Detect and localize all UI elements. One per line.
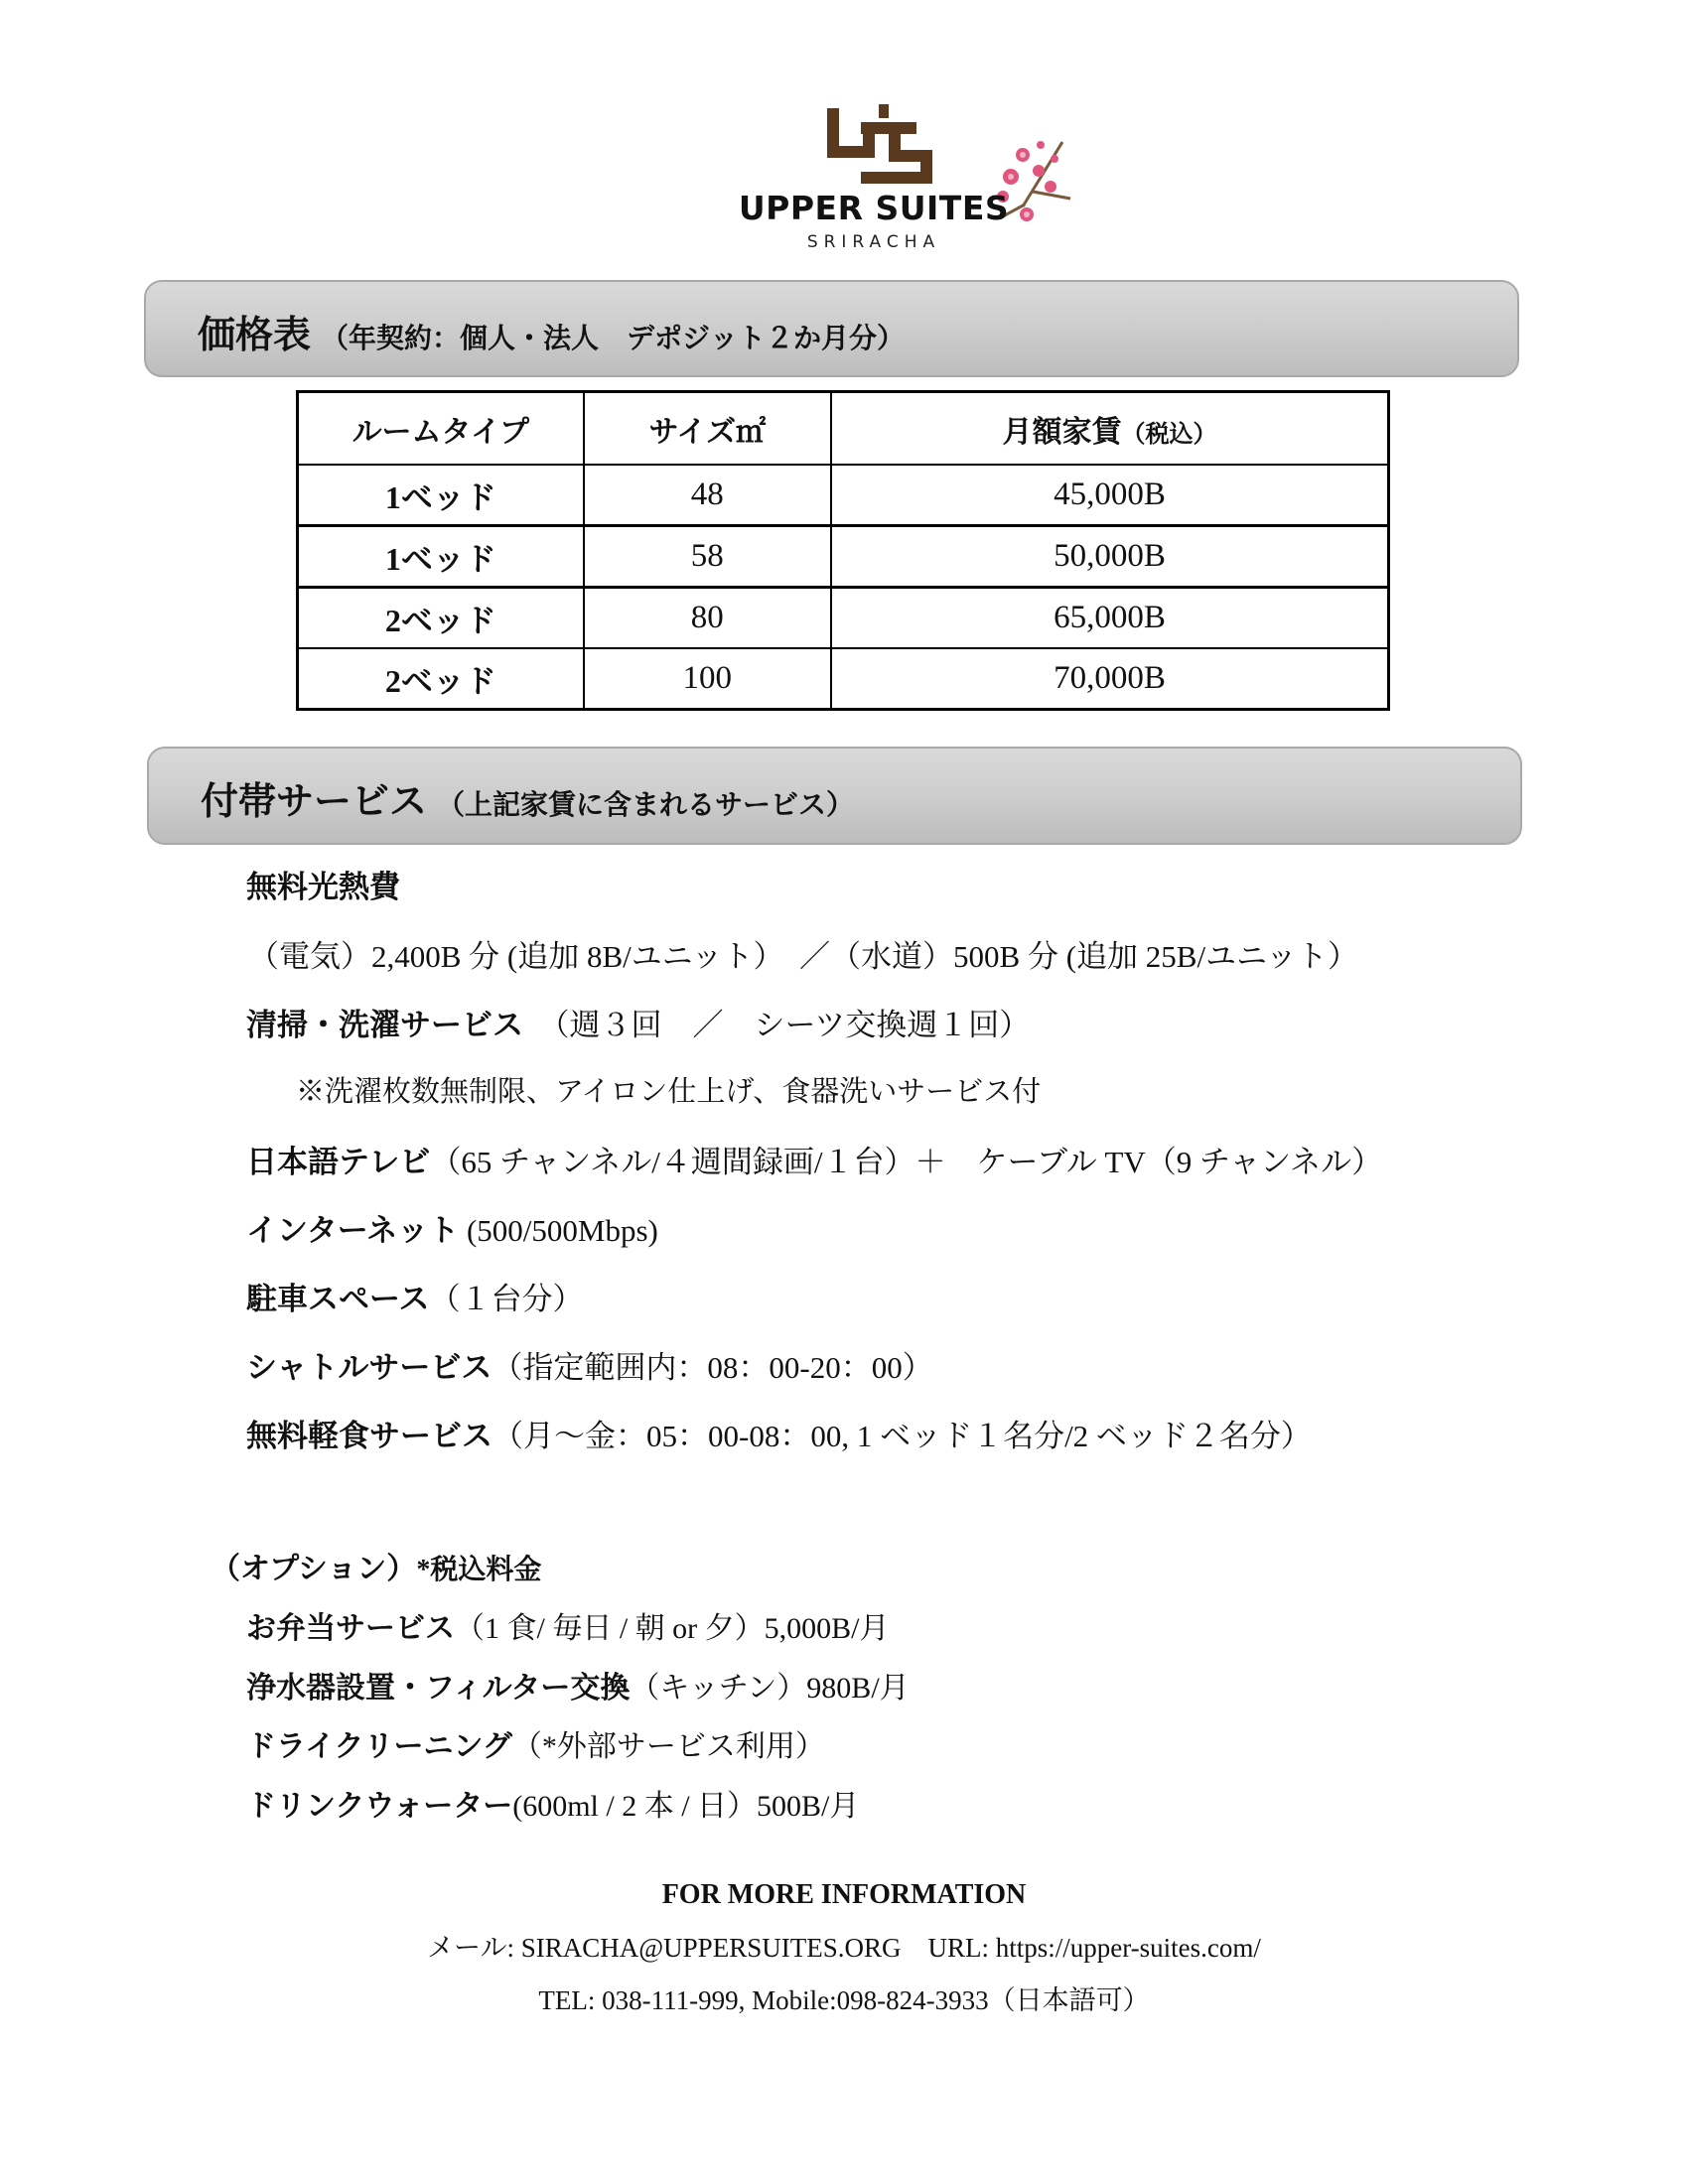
service-cleaning-detail: （週３回 ／ シーツ交換週１回） bbox=[523, 1008, 1031, 1042]
service-tv-title: 日本語テレビ bbox=[246, 1145, 431, 1179]
service-meal-title: 無料軽食サービス bbox=[246, 1419, 492, 1453]
brand-location: SRIRACHA bbox=[806, 232, 941, 252]
option-title: 浄水器設置・フィルター交換 bbox=[246, 1672, 631, 1705]
service-meal bbox=[246, 1411, 1312, 1455]
col-rent-note: （税込） bbox=[1121, 421, 1217, 448]
table-row bbox=[298, 465, 1389, 526]
room-size: 100 bbox=[584, 648, 831, 710]
room-rent: 65,000B bbox=[831, 588, 1389, 649]
option-detail: （キッチン）980B/月 bbox=[630, 1672, 910, 1705]
service-shuttle-title: シャトルサービス bbox=[246, 1350, 492, 1385]
room-rent: 50,000B bbox=[831, 526, 1389, 588]
option-detail: （*外部サービス利用） bbox=[511, 1730, 825, 1763]
service-shuttle bbox=[246, 1342, 933, 1387]
contact-phone: TEL: 038-111-999, Mobile:098-824-3933（日本語可） bbox=[538, 1985, 1150, 2015]
col-rent bbox=[831, 392, 1389, 466]
col-size: サイズ㎡ bbox=[584, 392, 831, 466]
room-type: 2ベッド bbox=[298, 648, 584, 710]
pricing-section-header bbox=[144, 280, 1519, 377]
service-cleaning-title: 清掃・洗濯サービス bbox=[246, 1008, 523, 1042]
room-rent: 70,000B bbox=[831, 648, 1389, 710]
contact-email-url bbox=[0, 1926, 1688, 1965]
url-link[interactable]: https://upper-suites.com/ bbox=[995, 1933, 1261, 1963]
email-link[interactable]: SIRACHA@UPPERSUITES.ORG bbox=[520, 1933, 902, 1963]
service-cleaning bbox=[246, 1000, 1030, 1044]
option-title: ドライクリーニング bbox=[246, 1730, 512, 1763]
option-item bbox=[246, 1781, 859, 1825]
room-type: 1ベッド bbox=[298, 465, 584, 526]
url-label: URL: bbox=[901, 1933, 996, 1963]
option-item bbox=[246, 1663, 910, 1706]
service-cleaning-note: ※洗濯枚数無制限、アイロン仕上げ、食器洗いサービス付 bbox=[296, 1076, 1042, 1108]
services-subheading: （上記家賃に含まれるサービス） bbox=[437, 788, 855, 821]
email-label: メール: bbox=[427, 1933, 521, 1963]
option-item bbox=[246, 1721, 825, 1765]
services-section-header bbox=[147, 747, 1522, 845]
service-parking-title: 駐車スペース bbox=[246, 1282, 430, 1316]
pricing-subheading: （年契約：個人・法人 デポジット２か月分） bbox=[321, 322, 906, 354]
service-parking bbox=[246, 1274, 583, 1318]
room-type: 2ベッド bbox=[298, 588, 584, 649]
service-tv-detail: （65 チャンネル/４週間録画/１台）＋ ケーブル TV（9 チャンネル） bbox=[430, 1145, 1383, 1179]
options-heading: （オプション）*税込料金 bbox=[211, 1553, 542, 1585]
logo-mark-icon bbox=[827, 104, 936, 186]
service-shuttle-detail: （指定範囲内：08：00-20：00） bbox=[492, 1350, 933, 1385]
option-title: ドリンクウォーター bbox=[246, 1790, 513, 1823]
service-utilities-detail: （電気）2,400B 分 (追加 8B/ユニット） ／（水道）500B 分 (追加 25B/ユニット） bbox=[248, 939, 1358, 974]
service-internet-title: インターネット bbox=[246, 1213, 460, 1248]
room-type: 1ベッド bbox=[298, 526, 584, 588]
brand-name: UPPER SUITES bbox=[738, 189, 1010, 227]
table-row bbox=[298, 588, 1389, 649]
table-header-row bbox=[298, 392, 1389, 466]
services-heading: 付帯サービス bbox=[201, 778, 428, 823]
room-size: 58 bbox=[584, 526, 831, 588]
pricing-heading: 価格表 bbox=[198, 312, 312, 356]
service-meal-detail: （月～金：05：00-08：00, 1 ベッド１名分/2 ベッド２名分） bbox=[492, 1419, 1312, 1453]
option-item bbox=[246, 1603, 890, 1647]
option-title: お弁当サービス bbox=[246, 1612, 455, 1645]
price-table bbox=[296, 390, 1390, 711]
table-row bbox=[298, 526, 1389, 588]
options-heading-note: *税込料金 bbox=[416, 1555, 542, 1585]
table-row bbox=[298, 648, 1389, 710]
col-room-type: ルームタイプ bbox=[298, 392, 584, 466]
option-detail: （1 食/ 毎日 / 朝 or 夕）5,000B/月 bbox=[455, 1612, 890, 1645]
service-utilities-title: 無料光熱費 bbox=[246, 870, 400, 904]
room-rent: 45,000B bbox=[831, 465, 1389, 526]
room-size: 80 bbox=[584, 588, 831, 649]
room-size: 48 bbox=[584, 465, 831, 526]
service-tv bbox=[246, 1137, 1382, 1181]
contact-heading: FOR MORE INFORMATION bbox=[661, 1879, 1027, 1910]
col-rent-label: 月額家賃 bbox=[1002, 415, 1122, 449]
service-internet bbox=[246, 1205, 658, 1250]
option-detail: (600ml / 2 本 / 日）500B/月 bbox=[512, 1790, 860, 1823]
brand-logo bbox=[725, 97, 1072, 256]
service-internet-detail: (500/500Mbps) bbox=[459, 1213, 658, 1248]
service-parking-detail: （１台分） bbox=[429, 1282, 584, 1316]
